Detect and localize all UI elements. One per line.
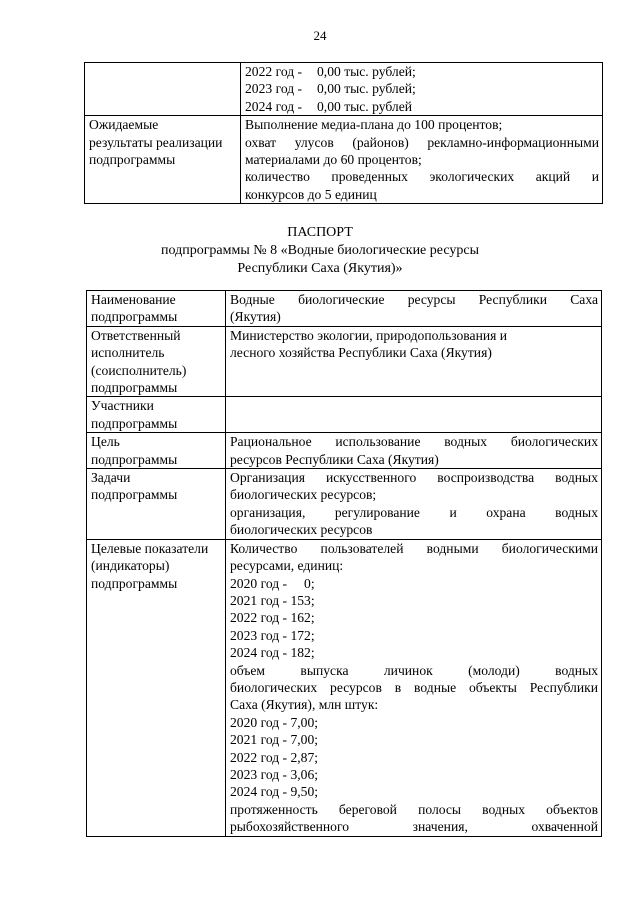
text-line: 2024 год - [245, 98, 303, 114]
tasks-label [87, 469, 226, 540]
name-label [87, 291, 226, 327]
text-line: 2022 год - 2,87; [230, 749, 319, 765]
expected-results-value [241, 116, 603, 204]
executor-label [87, 326, 226, 397]
passport-header [0, 224, 640, 278]
participants-value [226, 397, 602, 433]
text-line: результаты реализации [89, 134, 223, 150]
text-line: 2020 год - 7,00; [230, 714, 319, 730]
text-line: биологических ресурсов в водные объекты Республики [230, 679, 598, 695]
text-line: количество проведенных экологических акций и [245, 169, 599, 185]
table-row [85, 116, 603, 204]
text-line: 0,00 тыс. рублей [317, 98, 412, 114]
goal-value [226, 433, 602, 469]
text-line: 2022 год - 162; [230, 610, 315, 626]
table-row [87, 469, 602, 540]
text-line: охват улусов (районов) рекламно-информационными [245, 134, 599, 150]
text-line: 2021 год - 153; [230, 592, 315, 608]
text-line: ресурсов Республики Саха (Якутия) [230, 451, 439, 467]
passport-subtitle: Республики Саха (Якутия)» [237, 261, 403, 276]
text-line: ресурсами, единиц: [230, 558, 344, 574]
text-line: конкурсов до 5 единиц [245, 186, 377, 202]
text-line: Ожидаемые [89, 117, 159, 133]
budget-line [245, 63, 599, 80]
text-line: 0,00 тыс. рублей; [317, 64, 416, 79]
text-line: Министерство экологии, природопользования и [230, 327, 508, 343]
tasks-value [226, 469, 602, 540]
text-line: Организация искусственного воспроизводства водных [230, 470, 598, 486]
text-line: Наименование [91, 292, 176, 307]
text-line: Цель [91, 434, 120, 450]
table-row [87, 433, 602, 469]
participants-label [87, 397, 226, 433]
text-line: 2024 год - 9,50; [230, 784, 319, 800]
executor-value [226, 326, 602, 397]
budget-line [245, 98, 599, 115]
text-line: Целевые показатели [91, 540, 209, 556]
budget-years-cell [241, 63, 603, 116]
passport-title: ПАСПОРТ [287, 225, 353, 240]
text-line: 0,00 тыс. рублей; [317, 81, 416, 97]
text-line: биологических ресурсов; [230, 487, 377, 503]
text-line: Рациональное использование водных биологических [230, 434, 598, 450]
table-row [87, 539, 602, 836]
empty-label-cell [85, 63, 241, 116]
text-line: Количество пользователей водными биологическими [230, 540, 598, 556]
text-line: Водные биологические ресурсы Республики Саха [230, 292, 598, 307]
text-line: (индикаторы) [91, 558, 170, 574]
text-line: 2023 год - [245, 81, 303, 97]
text-line: объем выпуска личинок (молоди) водных [230, 662, 598, 678]
text-line: (Якутия) [230, 309, 281, 325]
goal-label [87, 433, 226, 469]
text-line: Ответственный [91, 327, 181, 343]
table-row [85, 63, 603, 116]
text-line: 2023 год - 3,06; [230, 766, 319, 782]
text-line: 2024 год - 182; [230, 645, 315, 661]
text-line: 2023 год - 172; [230, 627, 315, 643]
text-line: протяженность береговой полосы водных объектов [230, 801, 598, 817]
table-row [87, 397, 602, 433]
text-line: подпрограммы [91, 451, 178, 467]
text-line: (соисполнитель) [91, 362, 187, 378]
budget-results-table [84, 62, 603, 204]
text-line: подпрограммы [91, 575, 178, 591]
table-row [87, 326, 602, 397]
expected-results-label [85, 116, 241, 204]
text-line: подпрограммы [91, 415, 178, 431]
passport-subtitle: подпрограммы № 8 «Водные биологические ресурсы [160, 243, 479, 258]
page-number: 24 [313, 28, 327, 43]
text-line: Саха (Якутия), млн штук: [230, 697, 379, 713]
text-line: материалами до 60 процентов; [245, 152, 422, 168]
text-line: организация, регулирование и охрана водных [230, 504, 598, 520]
name-value [226, 291, 602, 327]
text-line: Участники [91, 398, 154, 414]
text-line: Задачи [91, 470, 131, 486]
indicators-value [226, 539, 602, 836]
text-line: подпрограммы [89, 152, 176, 168]
text-line: 2022 год - [245, 64, 303, 79]
text-line: исполнитель [91, 345, 165, 361]
table-row [87, 291, 602, 327]
text-line: подпрограммы [91, 487, 178, 503]
text-line: 2020 год - 0; [230, 575, 315, 591]
indicators-label [87, 539, 226, 836]
text-line: биологических ресурсов [230, 522, 373, 538]
passport-table [86, 290, 602, 837]
text-line: подпрограммы [91, 309, 178, 325]
text-line: подпрограммы [91, 380, 178, 396]
text-line: Выполнение медиа-плана до 100 процентов; [245, 117, 503, 133]
text-line: рыбохозяйственного значения, охваченной [230, 819, 598, 835]
text-line: 2021 год - 7,00; [230, 732, 319, 748]
text-line: лесного хозяйства Республики Саха (Якутия) [230, 345, 492, 361]
budget-line [245, 80, 599, 97]
